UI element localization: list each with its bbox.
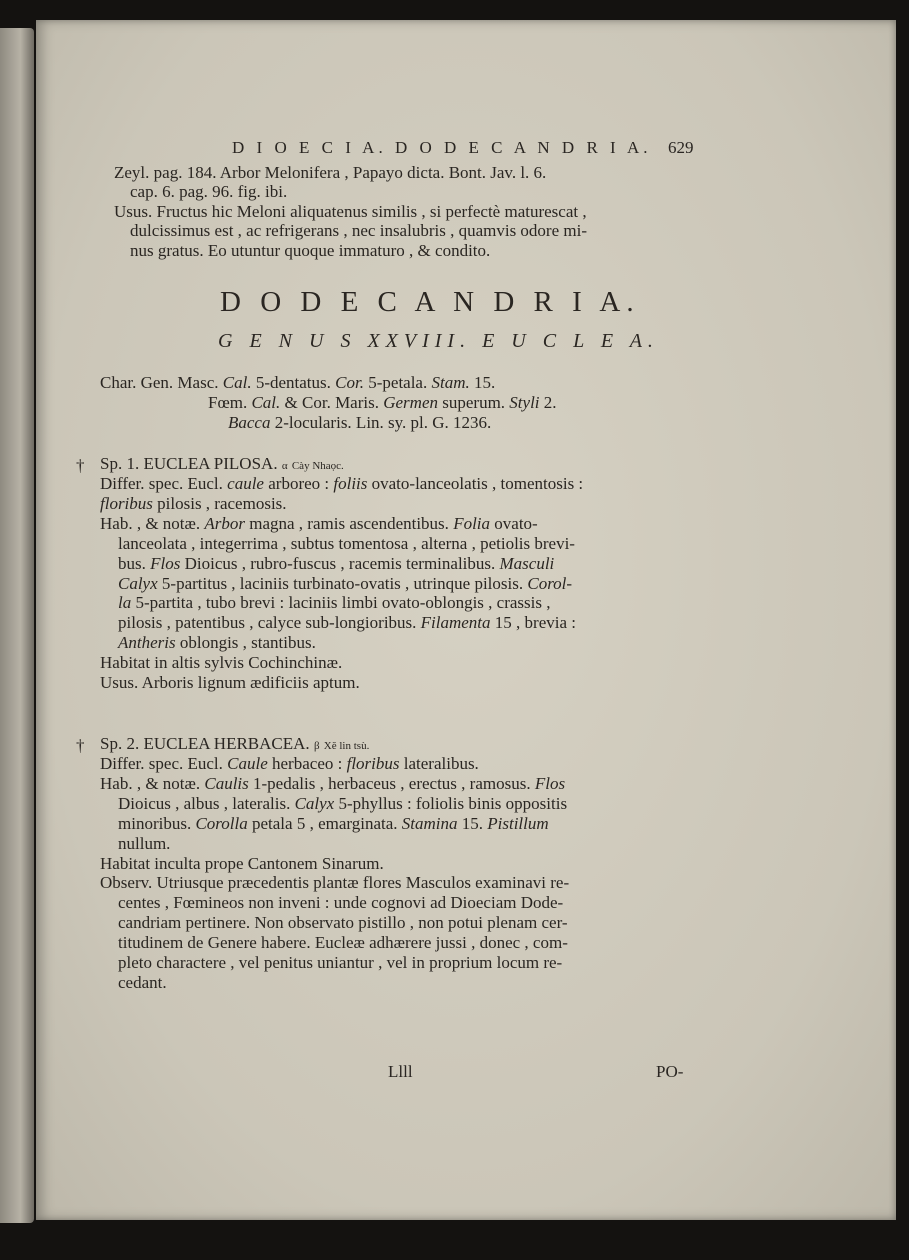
char-line-1: Char. Gen. Masc. Cal. 5-dentatus. Cor. 5-petala. Stam. 15.	[100, 373, 496, 392]
sp1-line: bus. Flos Dioicus , rubro-fuscus , racemis terminalibus. Masculi	[118, 553, 555, 573]
sp2-line: centes , Fœmineos non inveni : unde cognovi ad Dioeciam Dode-	[118, 893, 564, 913]
top-line-1: Zeyl. pag. 184. Arbor Melonifera , Papayo dicta. Bont. Jav. l. 6.	[114, 163, 547, 182]
sp1-line: Differ. spec. Eucl. caule arboreo : foliis ovato-lanceolatis , tomentosis :	[100, 474, 584, 493]
sp1-line: floribus pilosis , racemosis.	[100, 493, 287, 513]
sp1-line: Hab. , & notæ. Arbor magna , ramis ascendentibus. Folia ovato-	[100, 513, 538, 533]
sp1-line: Usus. Arboris lignum ædificiis aptum.	[100, 673, 360, 692]
sp2-line: cedant.	[118, 972, 167, 992]
dagger-mark-2: †	[76, 736, 85, 755]
top-line-2: cap. 6. pag. 96. fig. ibi.	[130, 182, 288, 201]
page-number: 629	[668, 138, 694, 157]
species-1-title: Sp. 1. EUCLEA PILOSA. α Cày Nhaọc.	[100, 454, 344, 473]
dagger-mark-1: †	[76, 456, 85, 475]
sp1-line: Calyx 5-partitus , laciniis turbinato-ovatis , utrinque pilosis. Corol-	[118, 573, 573, 593]
sp1-line: Habitat in altis sylvis Cochinchinæ.	[100, 653, 343, 673]
running-title: D I O E C I A. D O D E C A N D R I A.	[232, 138, 652, 157]
char-line-2: Fœm. Cal. & Cor. Maris. Germen superum. Styli 2.	[208, 393, 557, 412]
species-2-title: Sp. 2. EUCLEA HERBACEA. β Xĕ lin tsù.	[100, 734, 370, 753]
sp2-line: minoribus. Corolla petala 5 , emarginata. Stamina 15. Pistillum	[118, 813, 549, 833]
sp2-line: Habitat inculta prope Cantonem Sinarum.	[100, 853, 384, 873]
sp2-line: candriam pertinere. Non observato pistillo , non potui plenam cer-	[118, 913, 568, 933]
sp2-line: titudinem de Genere habere. Eucleæ adhærere jussi , donec , com-	[118, 933, 568, 953]
top-line-3: Usus. Fructus hic Meloni aliquatenus similis , si perfectè maturescat ,	[114, 202, 587, 221]
book-page	[36, 20, 896, 1220]
sp2-line: Observ. Utriusque præcedentis plantæ flores Masculos examinavi re-	[100, 873, 570, 893]
sp1-line: Antheris oblongis , stantibus.	[118, 633, 316, 653]
sp2-line: Dioicus , albus , lateralis. Calyx 5-phyllus : foliolis binis oppositis	[118, 793, 568, 813]
sp1-line: pilosis , patentibus , calyce sub-longioribus. Filamenta 15 , brevia :	[118, 613, 576, 633]
top-line-5: nus gratus. Eo utuntur quoque immaturo , & condito.	[130, 241, 491, 260]
section-title: D O D E C A N D R I A.	[220, 286, 640, 318]
sp2-line: Differ. spec. Eucl. Caule herbaceo : floribus lateralibus.	[100, 754, 479, 773]
catchword: PO-	[656, 1062, 684, 1081]
sp2-line: nullum.	[118, 833, 171, 853]
sp1-line: lanceolata , integerrima , subtus tomentosa , alterna , petiolis brevi-	[118, 533, 575, 553]
char-line-3: Bacca 2-locularis. Lin. sy. pl. G. 1236.	[228, 413, 492, 432]
genus-title: G E N U S XXVIII. E U C L E A.	[218, 330, 659, 352]
top-line-4: dulcissimus est , ac refrigerans , nec insalubris , quamvis odore mi-	[130, 221, 587, 240]
sp2-line: pleto charactere , vel penitus uniantur , vel in proprium locum re-	[118, 953, 563, 972]
sp2-line: Hab. , & notæ. Caulis 1-pedalis , herbaceus , erectus , ramosus. Flos	[100, 773, 566, 793]
facing-page-edge	[0, 28, 34, 1223]
signature-mark: Llll	[388, 1062, 413, 1081]
sp1-line: la 5-partita , tubo brevi : laciniis limbi ovato-oblongis , crassis ,	[118, 593, 551, 613]
